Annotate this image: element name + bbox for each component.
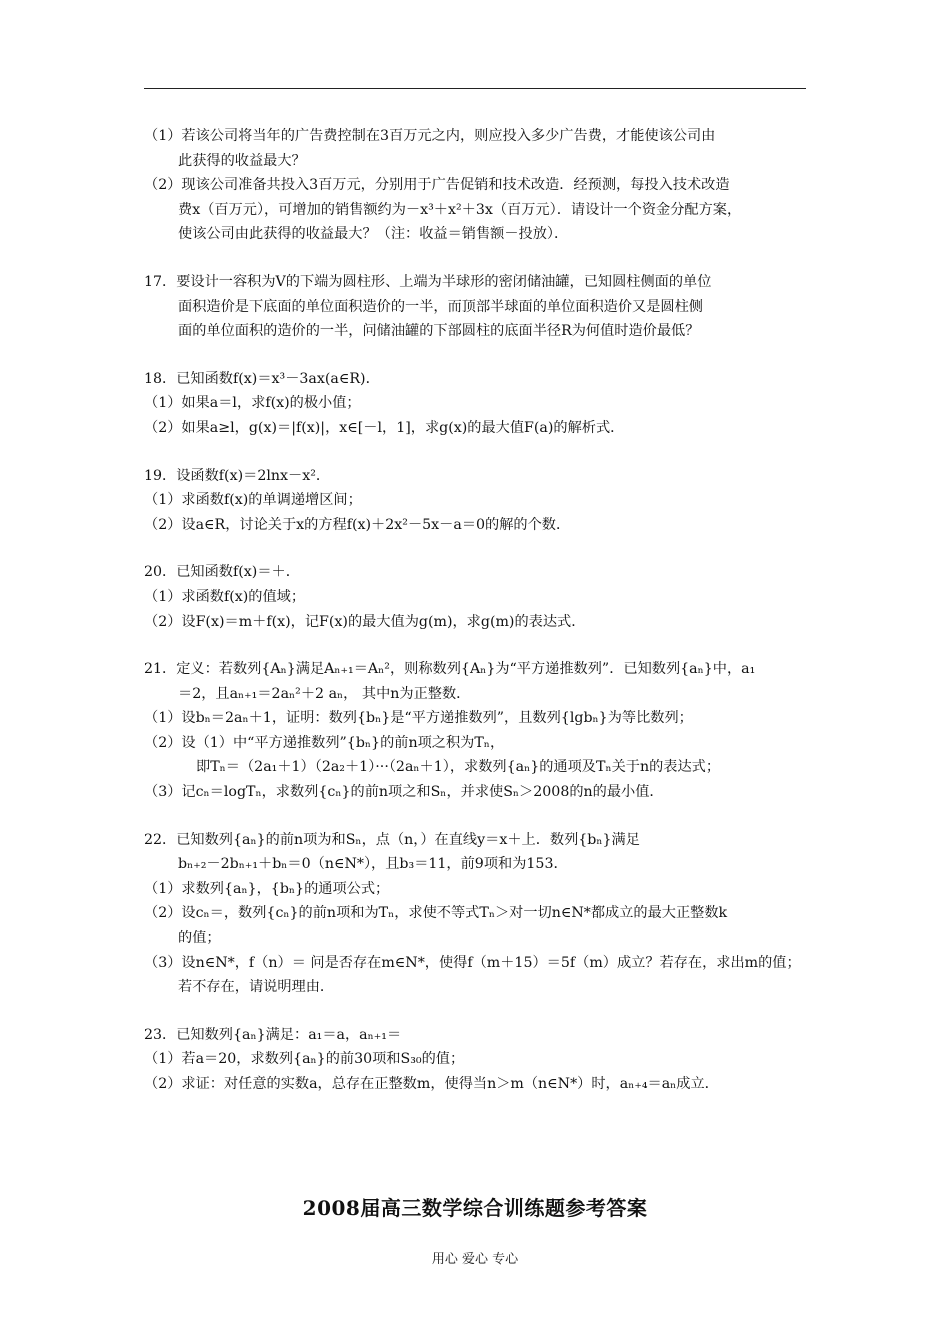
problem-17	[144, 270, 808, 344]
document-body	[144, 124, 808, 1120]
text-line: 使该公司由此获得的收益最大？（注：收益＝销售额－投放）．	[178, 226, 569, 243]
text-line: 面的单位面积的造价的一半，问储油罐的下部圆柱的底面半径R为何值时造价最低？	[178, 323, 700, 340]
text-line: bₙ₊₂－2bₙ₊₁＋bₙ＝0（n∈N*），且b₃＝11，前9项和为153．	[178, 856, 568, 873]
text-line: （3）设n∈N*，f（n）＝ 问是否存在m∈N*，使得f（m＋15）＝5f（m）成立？若存在，求出m的值；	[144, 954, 801, 971]
answer-section-title: 2008届高三数学综合训练题参考答案	[302, 1196, 648, 1220]
text-line: （2）设F(x)＝m＋f(x)，记F(x)的最大值为g(m)，求g(m)的表达式．	[144, 613, 586, 630]
text-line: ＝2，且aₙ₊₁＝2aₙ²＋2 aₙ， 其中n为正整数．	[178, 685, 471, 702]
problem-20	[144, 560, 808, 634]
text-line: 23．已知数列{aₙ}满足：a₁＝a，aₙ₊₁＝	[144, 1026, 402, 1043]
text-line: 费x（百万元），可增加的销售额约为－x³＋x²＋3x（百万元）．请设计一个资金分配方案，	[178, 201, 742, 218]
text-line: （2）设cₙ＝，数列{cₙ}的前n项和为Tₙ，求使不等式Tₙ＞对一切n∈N*都成立的最大正整数k	[144, 905, 728, 922]
text-line: （2）现该公司准备共投入3百万元，分别用于广告促销和技术改造．经预测，每投入技术改造	[144, 177, 730, 194]
text-line: 22．已知数列{aₙ}的前n项为和Sₙ，点（n，）在直线y＝x＋上．数列{bₙ}满足	[144, 831, 640, 848]
text-line: （1）求数列{aₙ}，{bₙ}的通项公式；	[144, 880, 390, 897]
page-footer: 用心 爱心 专心	[431, 1252, 519, 1267]
problem-19	[144, 464, 808, 538]
text-line: （1）求函数f(x)的单调递增区间；	[144, 492, 362, 509]
text-line: 18．已知函数f(x)＝x³－3ax(a∈R)．	[144, 370, 380, 387]
text-line: （2）求证：对任意的实数a，总存在正整数m，使得当n＞m（n∈N*）时，aₙ₊₄＝aₙ成立．	[144, 1076, 719, 1092]
text-line: （3）记cₙ＝logTₙ，求数列{cₙ}的前n项之和Sₙ，并求使Sₙ＞2008的n的最小值．	[144, 784, 664, 801]
text-line: （1）求函数f(x)的值域；	[144, 588, 306, 605]
text-line: 21．定义：若数列{Aₙ}满足Aₙ₊₁＝Aₙ²，则称数列{Aₙ}为“平方递推数列”．已知数列{aₙ}中，a₁	[144, 661, 756, 678]
text-line: （1）设bₙ＝2aₙ＋1，证明：数列{bₙ}是“平方递推数列”，且数列{lgbₙ}为等比数列；	[144, 710, 693, 727]
problem-18	[144, 367, 808, 441]
header-rule	[144, 88, 806, 89]
text-line: （1）如果a＝l，求f(x)的极小值；	[144, 395, 361, 412]
text-line: （1）若a＝20，求数列{aₙ}的前30项和S₃₀的值；	[144, 1051, 465, 1068]
text-line: （2）设a∈R，讨论关于x的方程f(x)＋2x²－5x－a＝0的解的个数．	[144, 516, 571, 533]
text-line: 17．要设计一容积为V的下端为圆柱形、上端为半球形的密闭储油罐，已知圆柱侧面的单位	[144, 273, 712, 290]
problem-16-parts	[144, 124, 808, 247]
text-line: 19．设函数f(x)＝2lnx－x²．	[144, 467, 331, 484]
text-line: （2）设（1）中“平方递推数列”{bₙ}的前n项之积为Tₙ，	[144, 734, 505, 751]
text-line: 若不存在，请说明理由．	[178, 979, 335, 996]
text-line: 的值；	[178, 930, 221, 947]
text-line: 此获得的收益最大？	[178, 152, 306, 169]
text-line: （2）如果a≥l，g(x)＝|f(x)|，x∈[－l，1]，求g(x)的最大值F(a)的解析式．	[144, 419, 625, 436]
text-line: 即Tₙ＝（2a₁＋1）（2a₂＋1）···（2aₙ＋1），求数列{aₙ}的通项及Tₙ关于n的表达式；	[196, 759, 721, 776]
problem-21	[144, 657, 808, 805]
problem-23	[144, 1023, 808, 1097]
text-line: 面积造价是下底面的单位面积造价的一半，而顶部半球面的单位面积造价又是圆柱侧	[178, 298, 703, 315]
text-line: 20．已知函数f(x)＝＋．	[144, 564, 300, 581]
problem-22	[144, 828, 808, 1000]
text-line: （1）若该公司将当年的广告费控制在3百万元之内，则应投入多少广告费，才能使该公司由	[144, 128, 716, 144]
